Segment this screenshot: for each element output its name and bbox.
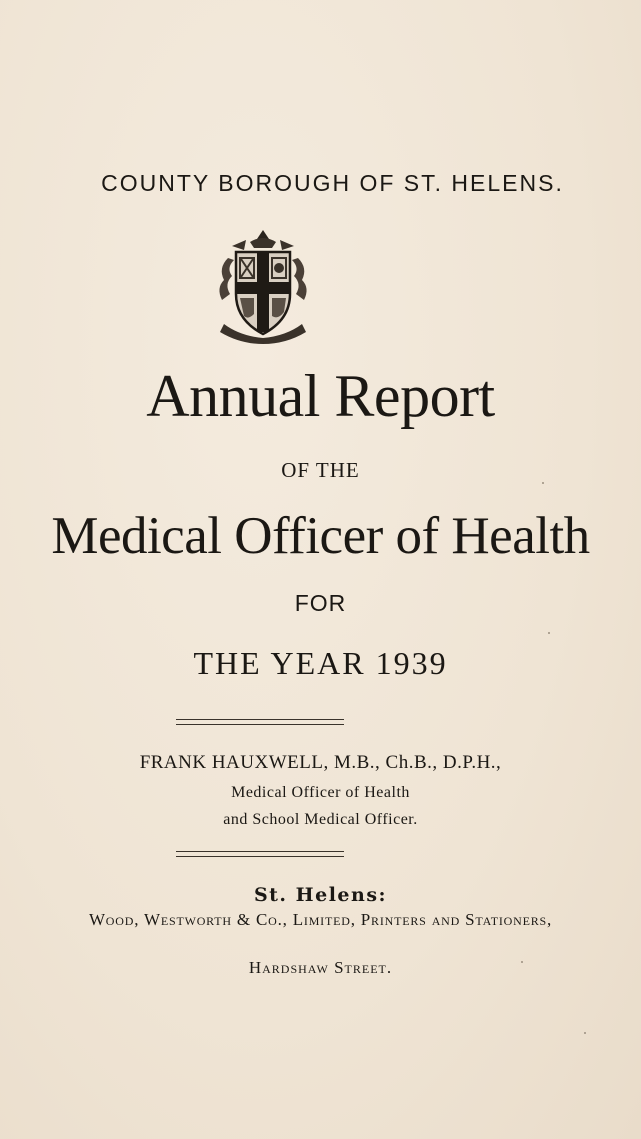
- title-year: THE YEAR 1939: [193, 645, 448, 681]
- paper-speck: [521, 961, 523, 963]
- author-name: FRANK HAUXWELL, M.B., Ch.B., D.P.H.,: [139, 752, 502, 773]
- title-for: FOR: [294, 590, 347, 616]
- title-medical-officer: Medical Officer of Health: [51, 507, 590, 565]
- title-of-the: OF THE: [281, 458, 360, 482]
- imprint-street: Hardshaw Street.: [248, 958, 393, 977]
- divider-bottom: [176, 851, 344, 857]
- title-annual-report: Annual Report: [146, 363, 495, 429]
- borough-heading: COUNTY BOROUGH OF ST. HELENS.: [101, 170, 564, 196]
- paper-speck: [584, 1032, 586, 1034]
- imprint-place: St. Helens:: [253, 884, 388, 906]
- divider-top: [176, 719, 344, 725]
- author-role-2: and School Medical Officer.: [223, 811, 418, 828]
- imprint-printer: Wood, Westworth & Co., Limited, Printers and Stationers,: [88, 910, 553, 929]
- paper-speck: [548, 632, 550, 634]
- author-role-1: Medical Officer of Health: [231, 784, 410, 801]
- paper-speck: [542, 482, 544, 484]
- coat-of-arms-icon: [210, 228, 316, 344]
